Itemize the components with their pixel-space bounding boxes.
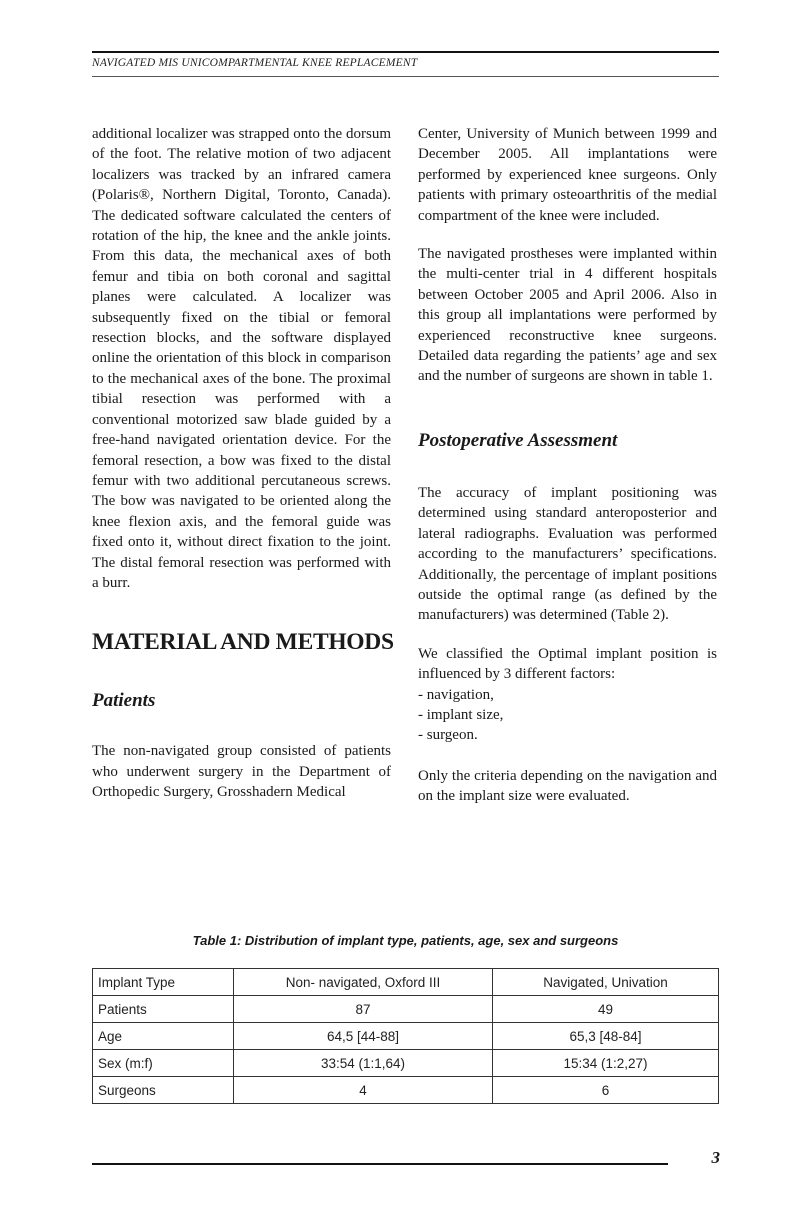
- section-heading-material-methods: MATERIAL AND METHODS: [92, 629, 394, 656]
- list-item: - surgeon.: [418, 727, 478, 744]
- right-paragraph-3: The accuracy of implant positioning was determined using standard anteroposterior and lateral radiographs. Evaluation was performed according to the manufacturers’ specifications. Additionally, the percentage of implant positions outside the optimal range (as defined by the manufacturers) was determined (Table 2).: [418, 484, 717, 624]
- table-cell: 4: [234, 1077, 493, 1104]
- header-bottom-rule: [92, 76, 719, 77]
- table-cell: Sex (m:f): [93, 1050, 234, 1077]
- left-paragraph-1: additional localizer was strapped onto the dorsum of the foot. The relative motion of two adjacent localizers was tracked by an infrared camera (Polaris®, Northern Digital, Toronto, Canada). The dedicated software calculated the centers of rotation of the hip, the knee and the ankle joints. From this data, the mechanical axes of both femur and tibia on both coronal and sagittal planes were calculated. A localizer was subsequently fixed on the tibial or femoral resection blocks, and the software displayed online the orientation of this block in comparison to the mechanical axes of the bone. The proximal tibial resection was performed with a conventional motorized saw blade guided by a free-hand navigated orientation device. For the femoral resection, a bow was fixed to the distal femur with two additional percutaneous screws. The bow was navigated to be oriented along the knee flexion axis, and the femoral guide was fixed onto it, without direct fixation to the joint. The distal femoral resection was performed with a burr.: [92, 126, 391, 591]
- table-row: [93, 969, 719, 996]
- page-number: 3: [711, 1148, 720, 1167]
- table-cell: 64,5 [44-88]: [234, 1023, 493, 1050]
- right-paragraph-2: The navigated prostheses were implanted within the multi-center trial in 4 different hospitals between October 2005 and April 2006. Also in this group all implantations were performed by experienced reconstructive knee surgeons. Detailed data regarding the patients’ age and sex and the number of surgeons are shown in table 1.: [418, 246, 717, 385]
- list-item: - navigation,: [418, 686, 494, 703]
- table-row: [93, 1050, 719, 1077]
- right-paragraph-4: We classified the Optimal implant position is influenced by 3 different factors:: [418, 645, 717, 683]
- subheading-postoperative-assessment: Postoperative Assessment: [418, 429, 618, 451]
- left-column: [92, 124, 394, 803]
- table-cell: 65,3 [48-84]: [493, 1023, 719, 1050]
- table-cell: Navigated, Univation: [493, 969, 719, 996]
- table-row: [93, 1023, 719, 1050]
- table-cell: 6: [493, 1077, 719, 1104]
- table-cell: Implant Type: [93, 969, 234, 996]
- table-cell: 15:34 (1:2,27): [493, 1050, 719, 1077]
- table-cell: Patients: [93, 996, 234, 1023]
- subheading-patients: Patients: [92, 690, 156, 712]
- table-row: [93, 996, 719, 1023]
- running-title: NAVIGATED MIS UNICOMPARTMENTAL KNEE REPLACEMENT: [92, 57, 418, 69]
- left-paragraph-2: The non-navigated group consisted of patients who underwent surgery in the Department of Orthopedic Surgery, Grosshadern Medical: [92, 743, 391, 801]
- right-paragraph-1: Center, University of Munich between 1999 and December 2005. All implantations were performed by experienced knee surgeons. Only patients with primary osteoarthritis of the medial compartment of the knee were included.: [418, 126, 717, 224]
- right-column: [418, 124, 717, 807]
- table-cell: Non- navigated, Oxford III: [234, 969, 493, 996]
- right-paragraph-5: Only the criteria depending on the navigation and on the implant size were evaluated.: [418, 767, 717, 805]
- header-top-rule: [92, 51, 719, 53]
- table-cell: Age: [93, 1023, 234, 1050]
- data-table: [92, 968, 719, 1104]
- table-cell: Surgeons: [93, 1077, 234, 1104]
- factor-list: [418, 685, 717, 746]
- table-caption: Table 1: Distribution of implant type, patients, age, sex and surgeons: [192, 933, 619, 948]
- footer-rule: [92, 1163, 668, 1165]
- table-cell: 49: [493, 996, 719, 1023]
- table-cell: 87: [234, 996, 493, 1023]
- list-item: - implant size,: [418, 706, 504, 723]
- table-cell: 33:54 (1:1,64): [234, 1050, 493, 1077]
- table-row: [93, 1077, 719, 1104]
